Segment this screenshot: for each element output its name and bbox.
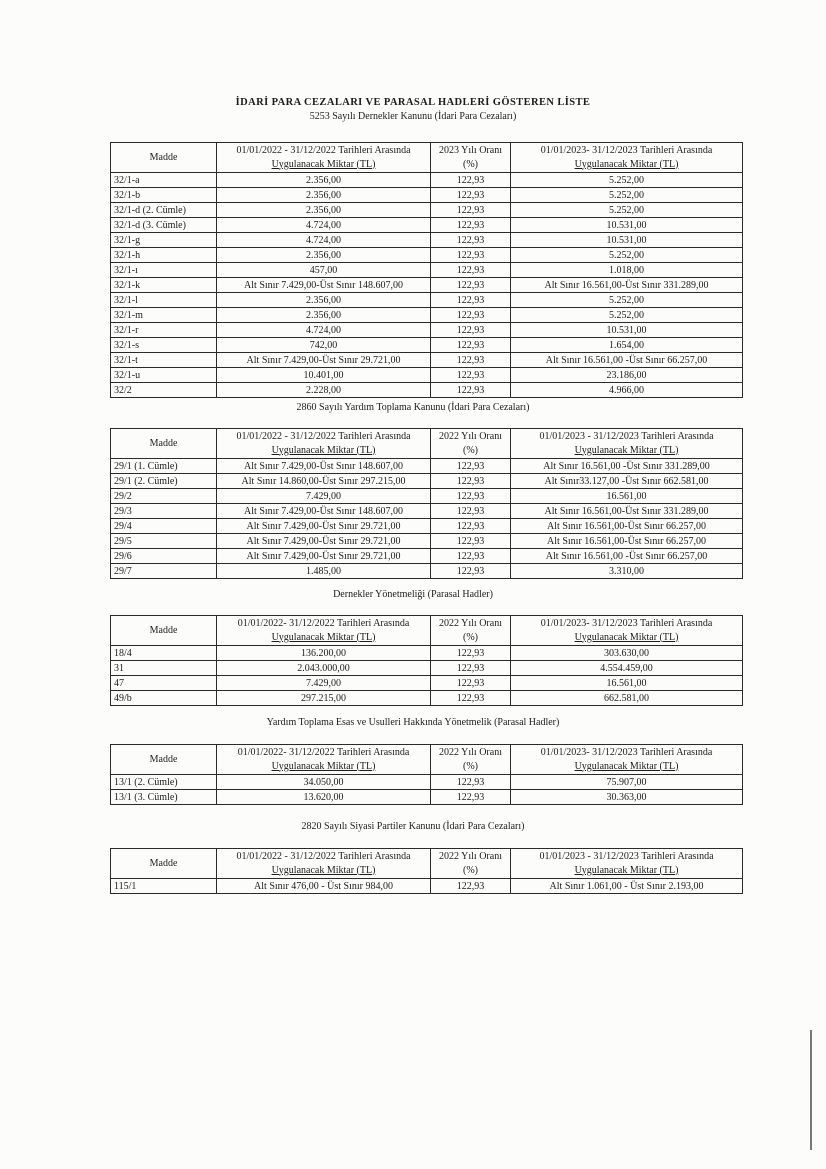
- cell-madde: 29/1 (2. Cümle): [111, 474, 217, 489]
- cell-madde: 32/1-t: [111, 353, 217, 368]
- table-row: [111, 308, 743, 323]
- header-col4-line1: 01/01/2023- 31/12/2023 Tarihleri Arasında: [540, 617, 713, 629]
- header-col2-line2: Uygulanacak Miktar (TL): [271, 444, 376, 456]
- cell-2022-amount: 457,00: [217, 263, 431, 278]
- cell-rate: 122,93: [431, 218, 511, 233]
- cell-2022-amount: 4.724,00: [217, 233, 431, 248]
- cell-rate: 122,93: [431, 564, 511, 579]
- cell-2023-amount: 5.252,00: [511, 293, 743, 308]
- cell-madde: 29/6: [111, 549, 217, 564]
- cell-madde: 32/1-r: [111, 323, 217, 338]
- cell-2022-amount: 297.215,00: [217, 691, 431, 706]
- cell-2022-amount: 2.356,00: [217, 293, 431, 308]
- cell-2023-amount: 5.252,00: [511, 203, 743, 218]
- cell-madde: 29/7: [111, 564, 217, 579]
- table-row: [111, 676, 743, 691]
- cell-2022-amount: Alt Sınır 7.429,00-Üst Sınır 29.721,00: [217, 549, 431, 564]
- header-col3-line2: (%): [463, 631, 478, 643]
- table-row: [111, 534, 743, 549]
- cell-madde: 47: [111, 676, 217, 691]
- table-row: [111, 691, 743, 706]
- table-row: [111, 879, 743, 894]
- table-row: [111, 646, 743, 661]
- cell-rate: 122,93: [431, 519, 511, 534]
- header-col3-line1: 2022 Yılı Oranı: [439, 850, 502, 862]
- cell-rate: 122,93: [431, 248, 511, 263]
- cell-2022-amount: Alt Sınır 14.860,00-Üst Sınır 297.215,00: [217, 474, 431, 489]
- table-row: [111, 173, 743, 188]
- cell-2022-amount: 2.043.000,00: [217, 661, 431, 676]
- table-row: [111, 323, 743, 338]
- header-col4-line2: Uygulanacak Miktar (TL): [574, 864, 679, 876]
- cell-rate: 122,93: [431, 383, 511, 398]
- table-row: [111, 474, 743, 489]
- table-row: [111, 368, 743, 383]
- header-madde: Madde: [111, 143, 217, 173]
- table-2820: [110, 848, 743, 894]
- cell-rate: 122,93: [431, 308, 511, 323]
- cell-2022-amount: 2.228,00: [217, 383, 431, 398]
- cell-rate: 122,93: [431, 775, 511, 790]
- table-yardim-toplama-yonetmelik: [110, 744, 743, 805]
- cell-rate: 122,93: [431, 188, 511, 203]
- cell-rate: 122,93: [431, 661, 511, 676]
- table-dernekler-yonetmeligi: [110, 615, 743, 706]
- table-row: [111, 203, 743, 218]
- cell-madde: 32/1-k: [111, 278, 217, 293]
- table-row: [111, 278, 743, 293]
- cell-2023-amount: 16.561,00: [511, 676, 743, 691]
- cell-2023-amount: Alt Sınır 16.561,00 -Üst Sınır 66.257,00: [511, 353, 743, 368]
- cell-madde: 49/b: [111, 691, 217, 706]
- table-row: [111, 248, 743, 263]
- header-col2: [217, 745, 431, 775]
- cell-2023-amount: Alt Sınır 1.061,00 - Üst Sınır 2.193,00: [511, 879, 743, 894]
- header-col3: [431, 616, 511, 646]
- header-col4: [511, 849, 743, 879]
- header-col2-line1: 01/01/2022 - 31/12/2022 Tarihleri Arasında: [236, 430, 411, 442]
- cell-madde: 32/1-ı: [111, 263, 217, 278]
- cell-madde: 29/5: [111, 534, 217, 549]
- header-col2-line2: Uygulanacak Miktar (TL): [271, 158, 376, 170]
- cell-2023-amount: 16.561,00: [511, 489, 743, 504]
- cell-2022-amount: 742,00: [217, 338, 431, 353]
- header-col3-line2: (%): [463, 864, 478, 876]
- cell-2023-amount: 5.252,00: [511, 248, 743, 263]
- cell-madde: 32/1-d (2. Cümle): [111, 203, 217, 218]
- cell-2023-amount: Alt Sınır 16.561,00 -Üst Sınır 331.289,00: [511, 459, 743, 474]
- table-body: [111, 173, 743, 398]
- cell-rate: 122,93: [431, 646, 511, 661]
- cell-rate: 122,93: [431, 293, 511, 308]
- header-col2-line1: 01/01/2022 - 31/12/2022 Tarihleri Arasında: [236, 850, 411, 862]
- table-row: [111, 383, 743, 398]
- cell-2023-amount: 30.363,00: [511, 790, 743, 805]
- cell-madde: 32/1-g: [111, 233, 217, 248]
- cell-2022-amount: 2.356,00: [217, 308, 431, 323]
- cell-2022-amount: 4.724,00: [217, 323, 431, 338]
- header-col3-line1: 2022 Yılı Oranı: [439, 430, 502, 442]
- cell-2023-amount: 662.581,00: [511, 691, 743, 706]
- cell-madde: 32/1-s: [111, 338, 217, 353]
- page-subtitle: 5253 Sayılı Dernekler Kanunu (İdari Para Cezaları): [309, 111, 517, 122]
- header-col4-line2: Uygulanacak Miktar (TL): [574, 444, 679, 456]
- table-row: [111, 489, 743, 504]
- table-row: [111, 661, 743, 676]
- cell-2023-amount: Alt Sınır 16.561,00-Üst Sınır 331.289,00: [511, 278, 743, 293]
- cell-2023-amount: Alt Sınır 16.561,00-Üst Sınır 331.289,00: [511, 504, 743, 519]
- cell-2022-amount: 7.429,00: [217, 676, 431, 691]
- cell-madde: 32/1-u: [111, 368, 217, 383]
- header-col2: [217, 143, 431, 173]
- table-header: [111, 143, 743, 173]
- cell-2022-amount: 10.401,00: [217, 368, 431, 383]
- cell-madde: 115/1: [111, 879, 217, 894]
- table-row: [111, 564, 743, 579]
- header-col4-line1: 01/01/2023- 31/12/2023 Tarihleri Arasında: [540, 144, 713, 156]
- table-header: [111, 745, 743, 775]
- header-col4: [511, 616, 743, 646]
- cell-rate: 122,93: [431, 323, 511, 338]
- header-col3: [431, 849, 511, 879]
- cell-madde: 32/1-l: [111, 293, 217, 308]
- table-row: [111, 188, 743, 203]
- cell-2022-amount: 2.356,00: [217, 188, 431, 203]
- cell-2022-amount: 13.620,00: [217, 790, 431, 805]
- header-col2: [217, 616, 431, 646]
- cell-rate: 122,93: [431, 459, 511, 474]
- cell-2023-amount: Alt Sınır33.127,00 -Üst Sınır 662.581,00: [511, 474, 743, 489]
- header-col3-line2: (%): [463, 760, 478, 772]
- cell-rate: 122,93: [431, 338, 511, 353]
- table-row: [111, 549, 743, 564]
- table-header: [111, 616, 743, 646]
- table-row: [111, 293, 743, 308]
- cell-rate: 122,93: [431, 691, 511, 706]
- cell-2022-amount: Alt Sınır 476,00 - Üst Sınır 984,00: [217, 879, 431, 894]
- header-col4-line1: 01/01/2023 - 31/12/2023 Tarihleri Arasında: [539, 850, 714, 862]
- header-col2-line1: 01/01/2022- 31/12/2022 Tarihleri Arasında: [237, 617, 410, 629]
- cell-madde: 18/4: [111, 646, 217, 661]
- cell-2023-amount: 5.252,00: [511, 188, 743, 203]
- table-row: [111, 504, 743, 519]
- cell-2022-amount: 1.485,00: [217, 564, 431, 579]
- cell-2022-amount: 4.724,00: [217, 218, 431, 233]
- cell-2022-amount: 2.356,00: [217, 203, 431, 218]
- cell-2023-amount: 1.018,00: [511, 263, 743, 278]
- table-row: [111, 459, 743, 474]
- header-col2-line2: Uygulanacak Miktar (TL): [271, 631, 376, 643]
- cell-2023-amount: 4.966,00: [511, 383, 743, 398]
- cell-2022-amount: 34.050,00: [217, 775, 431, 790]
- header-col4-line1: 01/01/2023 - 31/12/2023 Tarihleri Arasında: [539, 430, 714, 442]
- cell-2023-amount: 1.654,00: [511, 338, 743, 353]
- cell-madde: 32/1-a: [111, 173, 217, 188]
- cell-madde: 32/1-m: [111, 308, 217, 323]
- cell-madde: 13/1 (3. Cümle): [111, 790, 217, 805]
- cell-2023-amount: 10.531,00: [511, 233, 743, 248]
- table-5253: [110, 142, 743, 398]
- cell-2023-amount: 5.252,00: [511, 173, 743, 188]
- cell-rate: 122,93: [431, 233, 511, 248]
- cell-2022-amount: Alt Sınır 7.429,00-Üst Sınır 29.721,00: [217, 353, 431, 368]
- header-madde: Madde: [111, 849, 217, 879]
- header-col3-line2: (%): [463, 444, 478, 456]
- cell-rate: 122,93: [431, 676, 511, 691]
- cell-2023-amount: Alt Sınır 16.561,00 -Üst Sınır 66.257,00: [511, 549, 743, 564]
- header-col3-line1: 2022 Yılı Oranı: [439, 617, 502, 629]
- cell-rate: 122,93: [431, 549, 511, 564]
- cell-2022-amount: Alt Sınır 7.429,00-Üst Sınır 148.607,00: [217, 278, 431, 293]
- cell-rate: 122,93: [431, 278, 511, 293]
- cell-2023-amount: 23.186,00: [511, 368, 743, 383]
- header-col2-line2: Uygulanacak Miktar (TL): [271, 760, 376, 772]
- cell-madde: 29/3: [111, 504, 217, 519]
- header-col4-line2: Uygulanacak Miktar (TL): [574, 631, 679, 643]
- cell-rate: 122,93: [431, 263, 511, 278]
- cell-rate: 122,93: [431, 353, 511, 368]
- cell-2022-amount: Alt Sınır 7.429,00-Üst Sınır 148.607,00: [217, 504, 431, 519]
- scan-edge-mark: [810, 1030, 812, 1150]
- cell-rate: 122,93: [431, 790, 511, 805]
- cell-2023-amount: Alt Sınır 16.561,00-Üst Sınır 66.257,00: [511, 534, 743, 549]
- cell-madde: 13/1 (2. Cümle): [111, 775, 217, 790]
- header-madde: Madde: [111, 616, 217, 646]
- header-col2-line1: 01/01/2022 - 31/12/2022 Tarihleri Arasında: [236, 144, 411, 156]
- cell-madde: 29/4: [111, 519, 217, 534]
- table-row: [111, 353, 743, 368]
- table-row: [111, 218, 743, 233]
- cell-madde: 29/2: [111, 489, 217, 504]
- section-title-2860: 2860 Sayılı Yardım Toplama Kanunu (İdari Para Cezaları): [296, 402, 530, 413]
- header-col4-line2: Uygulanacak Miktar (TL): [574, 158, 679, 170]
- cell-2022-amount: 2.356,00: [217, 173, 431, 188]
- section-title-yardim-toplama-yonetmelik: Yardım Toplama Esas ve Usulleri Hakkında Yönetmelik (Parasal Hadler): [266, 717, 560, 728]
- cell-2023-amount: Alt Sınır 16.561,00-Üst Sınır 66.257,00: [511, 519, 743, 534]
- cell-rate: 122,93: [431, 534, 511, 549]
- cell-2022-amount: 2.356,00: [217, 248, 431, 263]
- cell-madde: 29/1 (1. Cümle): [111, 459, 217, 474]
- table-body: [111, 775, 743, 805]
- header-col2-line1: 01/01/2022- 31/12/2022 Tarihleri Arasında: [237, 746, 410, 758]
- cell-rate: 122,93: [431, 879, 511, 894]
- cell-madde: 32/1-d (3. Cümle): [111, 218, 217, 233]
- cell-madde: 32/1-h: [111, 248, 217, 263]
- cell-2022-amount: Alt Sınır 7.429,00-Üst Sınır 148.607,00: [217, 459, 431, 474]
- table-row: [111, 775, 743, 790]
- cell-rate: 122,93: [431, 203, 511, 218]
- header-col3-line1: 2022 Yılı Oranı: [439, 746, 502, 758]
- table-row: [111, 519, 743, 534]
- header-madde: Madde: [111, 745, 217, 775]
- section-title-2820: 2820 Sayılı Siyasi Partiler Kanunu (İdari Para Cezaları): [301, 821, 525, 832]
- header-col4: [511, 143, 743, 173]
- cell-2023-amount: 75.907,00: [511, 775, 743, 790]
- table-body: [111, 459, 743, 579]
- header-col3: [431, 745, 511, 775]
- table-row: [111, 263, 743, 278]
- cell-madde: 32/1-b: [111, 188, 217, 203]
- cell-2023-amount: 10.531,00: [511, 323, 743, 338]
- table-body: [111, 646, 743, 706]
- table-body: [111, 879, 743, 894]
- header-col4-line1: 01/01/2023- 31/12/2023 Tarihleri Arasında: [540, 746, 713, 758]
- cell-2022-amount: Alt Sınır 7.429,00-Üst Sınır 29.721,00: [217, 534, 431, 549]
- header-col2: [217, 849, 431, 879]
- table-row: [111, 790, 743, 805]
- header-col2-line2: Uygulanacak Miktar (TL): [271, 864, 376, 876]
- cell-2023-amount: 303.630,00: [511, 646, 743, 661]
- header-col2: [217, 429, 431, 459]
- header-madde: Madde: [111, 429, 217, 459]
- header-col4-line2: Uygulanacak Miktar (TL): [574, 760, 679, 772]
- cell-2023-amount: 5.252,00: [511, 308, 743, 323]
- header-col3: [431, 143, 511, 173]
- header-col4: [511, 745, 743, 775]
- cell-2022-amount: Alt Sınır 7.429,00-Üst Sınır 29.721,00: [217, 519, 431, 534]
- table-row: [111, 338, 743, 353]
- cell-madde: 31: [111, 661, 217, 676]
- cell-rate: 122,93: [431, 474, 511, 489]
- cell-2022-amount: 7.429,00: [217, 489, 431, 504]
- cell-rate: 122,93: [431, 489, 511, 504]
- page-title: İDARİ PARA CEZALARI VE PARASAL HADLERİ GÖSTEREN LİSTE: [235, 97, 591, 108]
- cell-2023-amount: 3.310,00: [511, 564, 743, 579]
- table-row: [111, 233, 743, 248]
- cell-rate: 122,93: [431, 173, 511, 188]
- table-2860: [110, 428, 743, 579]
- cell-madde: 32/2: [111, 383, 217, 398]
- header-col3-line2: (%): [463, 158, 478, 170]
- cell-2022-amount: 136.200,00: [217, 646, 431, 661]
- cell-2023-amount: 4.554.459,00: [511, 661, 743, 676]
- section-title-dernekler-yonetmeligi: Dernekler Yönetmeliği (Parasal Hadler): [333, 589, 493, 600]
- cell-2023-amount: 10.531,00: [511, 218, 743, 233]
- table-header: [111, 849, 743, 879]
- header-col4: [511, 429, 743, 459]
- header-col3-line1: 2023 Yılı Oranı: [439, 144, 502, 156]
- header-col3: [431, 429, 511, 459]
- table-header: [111, 429, 743, 459]
- cell-rate: 122,93: [431, 368, 511, 383]
- cell-rate: 122,93: [431, 504, 511, 519]
